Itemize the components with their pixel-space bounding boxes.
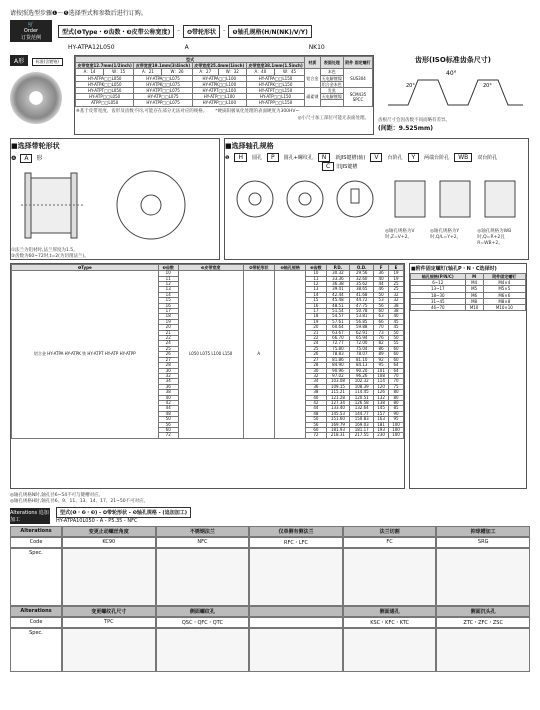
shape-heading: ■选择带轮形状 [11, 142, 60, 150]
table-row: 36 36 109.15 108.39 120 75 [12, 384, 404, 389]
tooth-profile-drawing [378, 65, 528, 115]
a-spec-table: 型式 材质 表面处理 附件 固定螺钉 皮带宽度12.7mm(1/2inch) 皮带宽度19.1mm(3/4inch) 皮带宽度25.4mm(1inch) 皮带宽度38.1mm(1.5inch) A：14 W：15 A：21 W：26 A：27 W：32 A：40 W：45 铝合金 本色 SUS304 HY-ATPA□□L050 HY-ATPA□□L075 HY-ATPA□□L100 HY-ATPA□□L150 无电解镀镍 HY-ATPK□□L050 HY-ATPK□□L075 HY-ATPK□□L100 HY-ATPK□□L150 铝合金本色 HY-ATPT□□L050 HY-ATPT□□L075 HY-ATPT□□L100 HY-ATPT□□L150 碳素钢 发黑 SCM435 SPCC HY-ATP□□L050 HY-ATP□□L075 HY-ATP□□L100 HY-ATP□□L150 无电解镀镍 ATPP□□L050 HY-ATPP□□L075 HY-ATPP□□L100 HY-ATPP□□L150 [75, 56, 373, 107]
tooth-dim1: 20° [406, 83, 415, 89]
col-width-38: 皮带宽度38.1mm(1.5inch) [246, 63, 304, 69]
bore-note-wb: ◎轴孔规格为WB时,Q=R+2且R=WB+2。 [477, 229, 512, 246]
table-footer-2: ◎轴孔规格H时,轴孔径6、9、11、13、14、17、21~50不可对应。 [10, 499, 149, 504]
table-row: 50 50 151.60 150.83 163 95 [12, 417, 404, 422]
tooth-note: 齿根尺寸会因齿数不同而略有差异。 [378, 118, 450, 123]
table-row: 19 19 57.61 56.85 66 45 [12, 319, 404, 324]
table-footer-1: ◎轴孔规格N时,轴孔径6~54不可与键槽对应。 [10, 493, 104, 498]
table-row: 18 18 54.57 53.81 63 40 [12, 314, 404, 319]
table-row: 40 40 121.28 120.51 132 80 [12, 395, 404, 400]
order-field-bore: ❺轴孔规格(H/N(NK)/V/Y) [228, 25, 311, 38]
aux-screw-table: 轴孔规格(P/N/C) M 附件固定螺钉 6~12 M4 M4×4 13~17 M5 M5×5 18~30 M6 M6×6 31~45 M8 M8×8 46~70 M10 M10×10 [410, 273, 526, 311]
table-row: 60 60 181.93 181.17 193 100 [12, 427, 404, 432]
order-value-type: HY-ATPA12L050 [68, 44, 115, 51]
a-shape-tag: A形 [10, 55, 28, 66]
table-row: 25 25 75.80 75.04 86 60 [12, 346, 404, 351]
table-row: 20 20 60.64 59.88 70 45 [12, 325, 404, 330]
bore-option-wb: WB [454, 153, 472, 162]
material-header: 材质 [305, 57, 320, 69]
shape-note-b: ②齿数为60~72时,t=2(为切削法兰)。 [11, 254, 89, 259]
order-badge-title: Order [23, 27, 39, 34]
bore-option-v: V [370, 153, 382, 162]
table-row: 42 42 127.34 126.58 138 80 [12, 400, 404, 405]
order-badge-sub: 订货范例 [20, 34, 41, 41]
table-row: 24 24 72.77 72.00 82 55 [12, 341, 404, 346]
table-row: 15 15 45.48 44.72 53 32 [12, 298, 404, 303]
table-row: 28 28 84.90 84.13 95 64 [12, 363, 404, 368]
order-badge [10, 20, 52, 42]
table-row: 16 16 48.51 47.75 56 38 [12, 303, 404, 308]
alterations-header [10, 507, 530, 524]
a-table-header: 型式 [76, 57, 305, 63]
col-width-19: 皮带宽度19.1mm(3/4inch) [134, 63, 192, 69]
table-row: 44 44 133.40 132.64 145 85 [12, 406, 404, 411]
bore-option-n: N [318, 153, 331, 162]
bore-drawings [225, 171, 525, 226]
tooth-dim2: 20° [483, 83, 492, 89]
table-row: 38 38 115.21 114.45 126 80 [12, 390, 404, 395]
table-row: 27 27 81.86 81.10 92 60 [12, 357, 404, 362]
table-row: 48 48 145.53 144.77 157 90 [12, 411, 404, 416]
shape-type: 形 [36, 155, 43, 162]
table-row: 13 13 39.41 38.65 46 25 [12, 287, 404, 292]
bore-option-y: Y [408, 153, 420, 162]
shape-value: A [20, 154, 32, 163]
table-row: 26 26 78.83 78.07 89 60 [12, 352, 404, 357]
bore-step: ❺ [225, 154, 230, 161]
bore-note-v: ◎轴孔规格为V时,Z=V+2。 [385, 229, 415, 240]
tooth-pitch: (间距：9.525mm) [378, 125, 433, 132]
order-values [68, 44, 530, 51]
table-row: 56 56 169.79 169.03 181 100 [12, 422, 404, 427]
main-spec-table: ❶Type ❷齿数 ❸皮带宽度 ❹带轮形状 ❺轴孔规格 ❷齿数 P.D. O.D. F E 铝合金 HY-ATPA HY-ATPK 铁 HY-ATPT HY-ATP HY-ATPP 10 L050 L075 L100 L150 A 10 30.32 29.56 36 19 11 11 33.36 32.60 40 19 12 12 36.38 35.62 44 25 13 13 39.41 38.65 46 25 14 14 42.44 41.68 50 32 15 15 45.48 44.72 53 32 16 16 48.51 47.75 56 38 17 17 51.54 50.78 60 38 18 18 54.57 53.81 63 40 19 19 57.61 56.85 66 45 20 20 60.64 59.88 70 45 21 21 63.67 62.91 73 50 22 22 66.70 65.94 76 50 24 24 72.77 72.00 82 55 25 25 75.80 75.04 86 60 26 26 78.83 78.07 89 60 27 27 81.86 81.10 92 60 28 28 84.90 84.13 95 64 30 30 90.96 90.20 101 64 32 32 97.02 96.26 108 70 34 34 103.08 102.32 114 70 36 36 109.15 108.39 120 75 38 38 115.21 114.45 126 80 40 40 121.28 120.51 132 80 42 42 127.34 126.58 138 80 44 44 133.40 132.64 145 85 48 48 145.53 144.77 157 90 50 50 151.60 150.83 163 95 56 56 169.79 169.03 181 100 60 60 181.93 181.17 193 100 72 72 218.31 217.55 230 100 [11, 264, 404, 439]
aux-title: ■附件固定螺钉(轴孔P・N・C选择时) [411, 266, 497, 272]
a-note-2: *硬质阳极氧化处理的表面硬度为300HV~ [215, 108, 300, 114]
order-field-type: 型式(❶Type・❷齿数・❸皮带公称宽度) [58, 25, 174, 38]
table-row: 21 21 63.67 62.91 73 50 [12, 330, 404, 335]
order-value-bore: NK10 [308, 44, 325, 51]
tooth-profile [378, 55, 528, 135]
table-row: 34 34 103.08 102.32 114 70 [12, 379, 404, 384]
shape-drawing [11, 163, 211, 245]
a-note-1: ※基于皮带宽度、齿形及齿数不同,可能存在部分无法对应的规格。 [76, 108, 208, 114]
table-row: 12 12 36.38 35.62 44 25 [12, 282, 404, 287]
table-row: 32 32 97.02 96.26 108 70 [12, 373, 404, 378]
table-row: 14 14 42.44 41.68 50 32 [12, 292, 404, 297]
intro-text: 请按照选型步骤❶～❺选择型式和参数后进行订购。 [10, 10, 147, 17]
shape-note-a: ①法兰为铝材时,法兰厚度为1.5。 [11, 248, 78, 253]
tooth-title: 齿形(ISO标准齿条尺寸) [415, 56, 491, 64]
order-value-shape: A [184, 44, 189, 51]
bore-option-h: H [234, 153, 247, 162]
table-row: 17 17 51.54 50.78 60 38 [12, 309, 404, 314]
bore-option-p: P [267, 153, 279, 162]
bore-note-y: ◎轴孔规格为Y时,Q/L=Y+2。 [429, 229, 462, 240]
bore-heading: ■选择轴孔规格 [225, 142, 274, 150]
tooth-angle: 40° [446, 70, 457, 77]
order-field-shape: ❹带轮形状 [183, 25, 220, 38]
table-row: 11 11 33.36 32.60 40 19 [12, 276, 404, 281]
table-row: 30 30 90.96 90.20 101 64 [12, 368, 404, 373]
col-width-12: 皮带宽度12.7mm(1/2inch) [76, 63, 134, 69]
catalog-page: 请按照选型步骤❶～❺选择型式和参数后进行订购。 🛒 Order 订货范例 型式(❶Type・❷齿数・❸皮带公称宽度) – ❹带轮形状 – ❺轴孔规格(H/N(NK)/V/Y) HY-ATPA12L050 A NK10 A形 标准(含镀铬) 型式 材质 表面处理 附件 固定螺钉 皮带宽度12.7mm(1/2inch) 皮带宽度19.1mm(3/4inch) 皮带宽度25.4mm(1inch) 皮带宽度38.1mm(1.5inch) A：14 W：15 A：21 W：26 A：27 W：32 A：40 W：45 铝合金 本色 SUS304 HY-ATPA□□L050 HY-ATPA□□L075 HY-ATPA□□L100 HY-ATPA□□L150 无电解镀镍 HY-ATPK□□L050 HY-ATPK□□L075 HY-ATPK□□L100 HY-ATPK□□L150 铝合金本色 HY-ATPT□□L050 HY-ATPT□□L075 HY-ATPT□□L100 HY-ATPT□□L150 碳素钢 发黑 SCM435 SPCC HY-ATP□□L050 HY-ATP□□L075 HY-ATP□□L100 HY-ATP□□L150 无电解镀镍 ATPP□□L050 HY-ATPP□□L075 HY-ATPP□□L100 HY-ATPP□□L150 ※基于皮带宽度、齿形及齿数不同,可能存在部分无法对应的规格。 *硬质阳极氧化处理的表面硬度为300HV~ ◎小尺寸加工部位可能无表面处理。 齿形(ISO标准齿条尺寸) 40° 20° 20° 齿根尺寸会因齿数不同而略有差异。 (间距：9.525mm) ■选择带轮形状 ❹ A 形 ①法兰为铝材时,法兰厚度为1.5。 ②齿数为60~72时,t=2(为切削法兰)。 ■选择轴孔规格 ❺ H 圆孔 P 圆孔+螺纹孔 N 新JIS键槽(轴) V 台阶孔 Y 两端台阶孔 WB 双台阶孔 C 旧JIS键槽 ◎轴孔规格为V时,Z=V+2。 ◎轴孔规格为Y时,Q/L=Y+2。 ◎轴孔规格为WB时,Q=R+2且R=WB+2。 ❶Type ❷齿数 ❸皮带宽度 ❹带轮形状 ❺轴孔规格 ❷齿数 P.D. O.D. F E 铝合金 HY-ATPA HY-ATPK 铁 HY-ATPT HY-ATP HY-ATPP 10 L050 L075 L100 L150 A 10 30.32 29.56 36 19 11 11 33.36 32.60 40 19 12 12 36.38 35.62 44 25 13 13 39.41 38.65 46 25 14 14 42.44 41.68 50 32 15 15 45.48 44.72 53 32 16 16 48.51 47.75 56 38 17 17 51.54 50.78 60 38 18 18 54.57 53.81 63 40 19 19 57.61 56.85 66 45 20 20 60.64 59.88 70 45 21 21 63.67 62.91 73 50 22 22 66.70 65.94 76 50 24 24 72.77 72.00 82 55 25 25 75.80 75.04 86 60 26 26 78.83 78.07 89 60 27 27 81.86 81.10 92 60 28 28 84.90 84.13 95 64 30 30 90.96 90.20 101 64 32 32 97.02 96.26 108 70 34 34 103.08 102.32 114 70 36 36 109.15 108.39 120 75 38 38 115.21 114.45 126 80 40 40 121.28 120.51 132 80 42 42 127.34 126.58 138 80 44 44 133.40 132.64 145 85 48 48 145.53 144.77 157 90 50 50 151.60 150.83 163 95 56 56 169.79 169.03 181 100 60 60 181.93 181.17 193 100 72 72 218.31 217.55 230 100 ■附件固定螺钉(轴孔P・N・C选择时) 轴孔规格(P/N/C) M 附件固定螺钉 6~12 M4 M4×4 13~17 M5 M5×5 18~30 M6 M6×6 31~45 M8 M8×8 46~70 M10 M10×10 ◎轴孔规格N时,轴孔径6~54不可与键槽对应。 ◎轴孔规格H时,轴孔径6、9、11、13、14、17、21~50不可对应。 Alterations 追加加工 型式(❶・❷・❸) - ❹带轮形状 - ❺轴孔规格 - (追加加工) HY-ATPA10L050 - A - P5.35 - NFC Alterations 变更止动螺丝角度 不锈钢法兰 仅单侧有侧法兰 法兰切割 抑球槽加工 Code KC90 NFC RFC・LFC FC SRG Spec. Alterations 变更螺纹孔尺寸 侧面螺纹孔 侧面通孔 侧面沉头孔 Code TPC QSC・QFC・QTC KSC・KFC・KTC ZTC・ZFC・ZSC Spec. [0, 0, 540, 710]
table-row: 22 22 66.70 65.94 76 50 [12, 336, 404, 341]
pulley-photo [10, 72, 62, 124]
alterations-order-line: 型式(❶・❷・❸) - ❹带轮形状 - ❺轴孔规格 - (追加加工) [56, 507, 191, 518]
order-example: 🛒 Order 订货范例 型式(❶Type・❷齿数・❸皮带公称宽度) – ❹带轮形状 – ❺轴孔规格(H/N(NK)/V/Y) [10, 20, 530, 42]
table-row: 72 72 218.31 217.55 230 100 [12, 433, 404, 438]
accessory-header: 附件 固定螺钉 [343, 57, 372, 69]
alterations-badge: Alterations 追加加工 [10, 509, 49, 523]
col-width-25: 皮带宽度25.4mm(1inch) [194, 63, 245, 69]
shape-step: ❹ [11, 155, 17, 162]
cart-icon: 🛒 [27, 21, 35, 28]
surface-header: 表面处理 [320, 57, 343, 69]
a-shape-badge: 标准(含镀铬) [32, 58, 63, 66]
table-row: 铝合金 HY-ATPA HY-ATPK 铁 HY-ATPT HY-ATP HY-ATPP 10 L050 L075 L100 L150 A 10 30.32 29.56 36 19 [12, 271, 404, 276]
alterations-order-value: HY-ATPA10L050 - A - P5.35 - NFC [56, 518, 138, 524]
alterations-table: Alterations 变更止动螺丝角度 不锈钢法兰 仅单侧有侧法兰 法兰切割 抑球槽加工 Code KC90 NFC RFC・LFC FC SRG Spec. Alterations 变更螺纹孔尺寸 侧面螺纹孔 侧面通孔 侧面沉头孔 Code TPC QSC・QFC・QTC KSC・KFC・KTC ZTC・ZFC・ZSC Spec. [10, 526, 530, 672]
a-note-3: ◎小尺寸加工部位可能无表面处理。 [297, 115, 369, 121]
